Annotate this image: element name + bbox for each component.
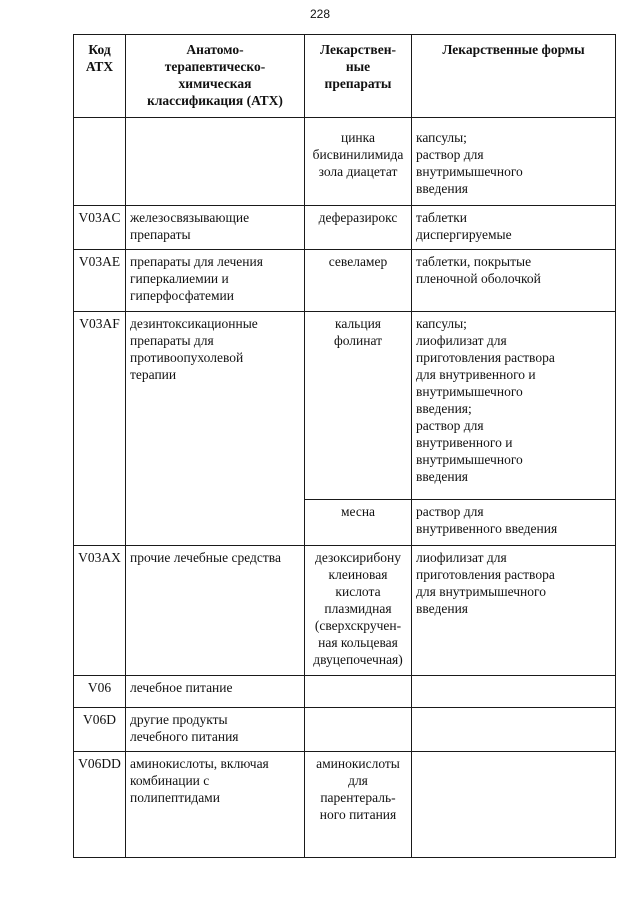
cell-code: V06 (74, 676, 126, 708)
table-row (74, 312, 616, 500)
header-code: Код АТХ (74, 35, 126, 118)
table-row (74, 676, 616, 708)
header-forms: Лекарственные формы (412, 35, 616, 118)
cell-code: V06DD (74, 752, 126, 858)
table-row (74, 752, 616, 858)
cell-code: V06D (74, 708, 126, 752)
table-row (74, 250, 616, 312)
cell-classification: железосвязывающие препараты (126, 206, 305, 250)
table-row (74, 708, 616, 752)
table-row (74, 118, 616, 206)
cell-forms (412, 676, 616, 708)
atx-table (73, 34, 616, 858)
cell-code (74, 118, 126, 206)
table-row (74, 206, 616, 250)
cell-classification: лечебное питание (126, 676, 305, 708)
page-number: 228 (309, 7, 331, 21)
cell-drug: дезоксирибону клеиновая кислота плазмидная (сверхскручен- ная кольцевая двуцепочечная) (305, 546, 412, 676)
cell-drug: аминокислоты для парентераль- ного питания (305, 752, 412, 858)
table-row (74, 546, 616, 676)
cell-forms: таблетки диспергируемые (412, 206, 616, 250)
cell-code: V03AF (74, 312, 126, 546)
cell-classification: дезинтоксикационные препараты для противоопухолевой терапии (126, 312, 305, 546)
header-drugs: Лекарствен- ные препараты (305, 35, 412, 118)
cell-code: V03AE (74, 250, 126, 312)
cell-forms: капсулы; лиофилизат для приготовления раствора для внутривенного и внутримышечного введения; раствор для внутривенного и внутримышечного введения (412, 312, 616, 500)
table-header-row (74, 35, 616, 118)
cell-drug: месна (305, 500, 412, 546)
cell-classification: аминокислоты, включая комбинации с полипептидами (126, 752, 305, 858)
cell-code: V03AX (74, 546, 126, 676)
cell-forms (412, 708, 616, 752)
cell-classification: прочие лечебные средства (126, 546, 305, 676)
cell-forms: капсулы; раствор для внутримышечного введения (412, 118, 616, 206)
cell-classification: другие продукты лечебного питания (126, 708, 305, 752)
cell-forms: раствор для внутривенного введения (412, 500, 616, 546)
cell-drug (305, 708, 412, 752)
cell-forms (412, 752, 616, 858)
cell-drug: севеламер (305, 250, 412, 312)
cell-drug (305, 676, 412, 708)
cell-forms: таблетки, покрытые пленочной оболочкой (412, 250, 616, 312)
cell-drug: деферазирокс (305, 206, 412, 250)
cell-classification: препараты для лечения гиперкалиемии и гиперфосфатемии (126, 250, 305, 312)
cell-drug: цинка бисвинилимида зола диацетат (305, 118, 412, 206)
cell-forms: лиофилизат для приготовления раствора для внутримышечного введения (412, 546, 616, 676)
cell-code: V03AC (74, 206, 126, 250)
cell-drug: кальция фолинат (305, 312, 412, 500)
cell-classification (126, 118, 305, 206)
header-classification: Анатомо- терапевтическо- химическая классификация (АТХ) (126, 35, 305, 118)
